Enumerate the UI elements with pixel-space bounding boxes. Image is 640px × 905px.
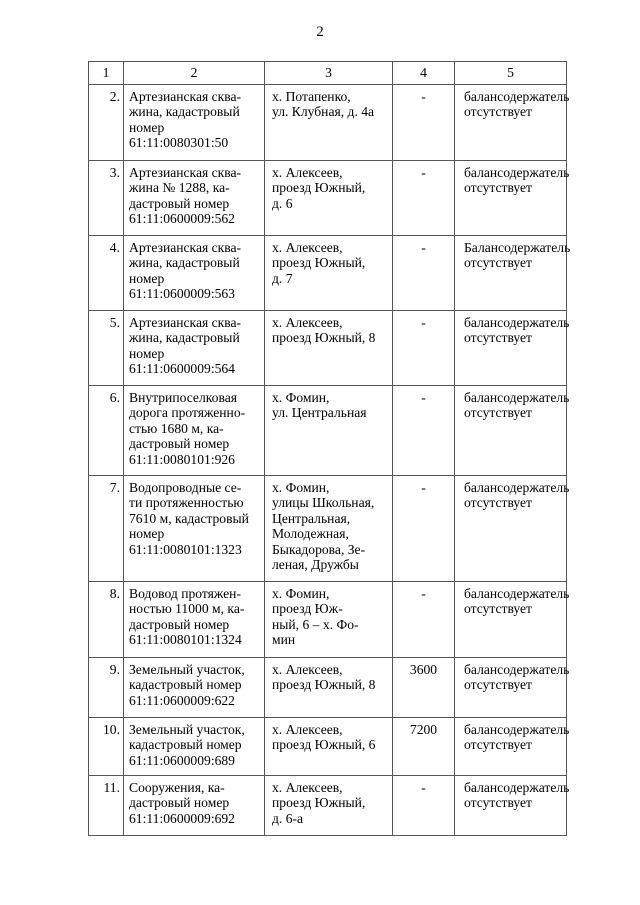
area-cell xyxy=(393,386,455,476)
address-cell-line: х. Алексеев, xyxy=(272,662,343,677)
object-name-cell-line: ностью 11000 м, ка- xyxy=(129,601,245,617)
object-name-cell-line: Водопроводные се- xyxy=(129,480,242,495)
column-header-3: 3 xyxy=(265,62,393,85)
area-cell xyxy=(393,476,455,582)
address-cell-line: ул. Клубная, д. 4а xyxy=(272,104,375,120)
object-name-cell-line: Земельный участок, xyxy=(129,722,245,737)
area-cell-line: - xyxy=(421,586,426,601)
holder-cell-line: отсутствует xyxy=(464,405,533,421)
holder-cell-line: отсутствует xyxy=(464,677,533,693)
object-name-cell-line: 61:11:0600009:562 xyxy=(129,211,235,227)
table-row xyxy=(89,776,567,836)
row-number-line: 3. xyxy=(109,165,120,180)
address-cell xyxy=(265,236,393,311)
row-number-line: 11. xyxy=(103,780,120,795)
object-name-cell-line: жина № 1288, ка- xyxy=(129,180,230,196)
address-cell-line: ул. Центральная xyxy=(272,405,367,421)
object-name-cell-line: 61:11:0600009:563 xyxy=(129,286,235,302)
row-number xyxy=(89,776,124,836)
holder-cell-line: Балансодержатель xyxy=(464,240,571,255)
area-cell-line: 3600 xyxy=(409,662,438,677)
row-number xyxy=(89,161,124,236)
row-number-line: 2. xyxy=(109,89,120,104)
holder-cell xyxy=(455,85,570,161)
address-cell-line: д. 7 xyxy=(272,270,293,286)
object-name-cell xyxy=(124,658,265,718)
area-cell xyxy=(393,311,455,386)
address-cell xyxy=(265,476,393,582)
object-name-cell-line: жина, кадастровый xyxy=(129,255,240,271)
object-name-cell-line: номер xyxy=(129,119,165,135)
holder-cell-line: отсутствует xyxy=(464,330,533,346)
object-name-cell xyxy=(124,161,265,236)
column-header-2: 2 xyxy=(124,62,265,85)
table-row xyxy=(89,718,567,776)
address-cell xyxy=(265,776,393,836)
area-cell-line: - xyxy=(421,240,426,255)
holder-cell-line: балансодержатель xyxy=(464,165,570,180)
holder-cell xyxy=(455,161,570,236)
holder-cell xyxy=(455,311,570,386)
address-cell-line: Молодежная, xyxy=(272,526,349,542)
holder-cell-line: отсутствует xyxy=(464,737,533,753)
table-row xyxy=(89,476,567,582)
row-number-line: 4. xyxy=(109,240,120,255)
row-number xyxy=(89,85,124,161)
address-cell-line: Центральная, xyxy=(272,510,351,526)
row-number xyxy=(89,476,124,582)
object-name-cell-line: дастровый номер xyxy=(129,795,230,811)
address-cell-line: х. Потапенко, xyxy=(272,89,351,104)
area-cell xyxy=(393,236,455,311)
holder-cell-line: балансодержатель xyxy=(464,89,570,104)
header-row xyxy=(89,62,567,85)
object-name-cell-line: Земельный участок, xyxy=(129,662,245,677)
area-cell-line: - xyxy=(421,315,426,330)
holder-cell-line: балансодержатель xyxy=(464,662,570,677)
object-name-cell-line: кадастровый номер xyxy=(129,737,242,753)
address-cell xyxy=(265,658,393,718)
table-row xyxy=(89,85,567,161)
row-number-line: 7. xyxy=(109,480,120,495)
column-header-5: 5 xyxy=(455,62,567,85)
address-cell-line: проезд Южный, xyxy=(272,255,366,271)
table-row xyxy=(89,236,567,311)
holder-cell xyxy=(455,582,570,658)
area-cell-line: 7200 xyxy=(409,722,438,737)
address-cell-line: проезд Южный, xyxy=(272,180,366,196)
holder-cell-line: балансодержатель xyxy=(464,586,570,601)
address-cell-line: х. Алексеев, xyxy=(272,722,343,737)
object-name-cell-line: дорога протяженно- xyxy=(129,405,246,421)
row-number xyxy=(89,582,124,658)
address-cell-line: х. Фомин, xyxy=(272,586,330,601)
address-cell-line: х. Алексеев, xyxy=(272,315,343,330)
holder-cell-line: отсутствует xyxy=(464,255,533,271)
holder-cell xyxy=(455,386,570,476)
row-number-line: 9. xyxy=(109,662,120,677)
row-number xyxy=(89,311,124,386)
row-number-line: 8. xyxy=(109,586,120,601)
address-cell xyxy=(265,582,393,658)
address-cell-line: проезд Южный, xyxy=(272,795,366,811)
holder-cell-line: отсутствует xyxy=(464,180,533,196)
object-name-cell-line: 61:11:0080301:50 xyxy=(129,135,229,151)
area-cell-line: - xyxy=(421,480,426,495)
object-name-cell-line: 61:11:0080101:1324 xyxy=(129,632,242,648)
holder-cell xyxy=(455,476,570,582)
holder-cell-line: отсутствует xyxy=(464,495,533,511)
object-name-cell-line: Сооружения, ка- xyxy=(129,780,225,795)
area-cell xyxy=(393,718,455,776)
address-cell-line: ный, 6 – х. Фо- xyxy=(272,616,359,632)
property-table xyxy=(88,61,571,836)
object-name-cell-line: номер xyxy=(129,526,165,542)
address-cell-line: улицы Школьная, xyxy=(272,495,375,511)
address-cell xyxy=(265,718,393,776)
object-name-cell-line: Артезианская сква- xyxy=(129,315,242,330)
object-name-cell-line: дастровый номер xyxy=(129,436,230,452)
page-number: 2 xyxy=(316,24,324,40)
holder-cell-line: балансодержатель xyxy=(464,315,570,330)
address-cell-line: д. 6-а xyxy=(272,810,304,826)
column-header-4: 4 xyxy=(393,62,455,85)
object-name-cell xyxy=(124,236,265,311)
table-row xyxy=(89,161,567,236)
row-number-line: 5. xyxy=(109,315,120,330)
object-name-cell-line: Артезианская сква- xyxy=(129,89,242,104)
object-name-cell xyxy=(124,476,265,582)
object-name-cell-line: дастровый номер xyxy=(129,195,230,211)
object-name-cell-line: Водовод протяжен- xyxy=(129,586,241,601)
object-name-cell-line: 61:11:0080101:1323 xyxy=(129,541,242,557)
area-cell xyxy=(393,161,455,236)
table-row xyxy=(89,386,567,476)
column-header-1: 1 xyxy=(89,62,124,85)
address-cell-line: х. Алексеев, xyxy=(272,165,343,180)
row-number-line: 10. xyxy=(103,722,120,737)
address-cell-line: проезд Южный, 8 xyxy=(272,330,376,346)
object-name-cell-line: ти протяженностью xyxy=(129,495,244,511)
holder-cell-line: балансодержатель xyxy=(464,722,570,737)
area-cell-line: - xyxy=(421,780,426,795)
object-name-cell-line: Артезианская сква- xyxy=(129,240,242,255)
address-cell-line: х. Алексеев, xyxy=(272,780,343,795)
row-number xyxy=(89,658,124,718)
area-cell xyxy=(393,582,455,658)
object-name-cell-line: 61:11:0600009:564 xyxy=(129,361,235,377)
holder-cell-line: отсутствует xyxy=(464,795,533,811)
object-name-cell xyxy=(124,311,265,386)
address-cell xyxy=(265,311,393,386)
object-name-cell-line: 61:11:0600009:692 xyxy=(129,810,235,826)
object-name-cell-line: 61:11:0600009:622 xyxy=(129,692,235,708)
address-cell-line: проезд Южный, 8 xyxy=(272,677,376,693)
address-cell-line: проезд Юж- xyxy=(272,601,343,617)
object-name-cell-line: жина, кадастровый xyxy=(129,330,240,346)
object-name-cell-line: 61:11:0600009:689 xyxy=(129,752,235,768)
holder-cell xyxy=(455,718,570,776)
holder-cell-line: отсутствует xyxy=(464,601,533,617)
object-name-cell xyxy=(124,776,265,836)
holder-cell xyxy=(455,236,571,311)
object-name-cell-line: кадастровый номер xyxy=(129,677,242,693)
address-cell xyxy=(265,85,393,161)
address-cell-line: мин xyxy=(272,632,296,648)
object-name-cell-line: 7610 м, кадастровый xyxy=(129,510,249,526)
area-cell xyxy=(393,85,455,161)
object-name-cell-line: 61:11:0080101:926 xyxy=(129,451,235,467)
object-name-cell xyxy=(124,718,265,776)
address-cell-line: леная, Дружбы xyxy=(272,557,359,573)
area-cell xyxy=(393,776,455,836)
object-name-cell-line: номер xyxy=(129,345,165,361)
table-row xyxy=(89,582,567,658)
table-row xyxy=(89,658,567,718)
holder-cell-line: балансодержатель xyxy=(464,480,570,495)
area-cell-line: - xyxy=(421,89,426,104)
object-name-cell-line: жина, кадастровый xyxy=(129,104,240,120)
holder-cell-line: балансодержатель xyxy=(464,390,570,405)
object-name-cell xyxy=(124,582,265,658)
holder-cell-line: отсутствует xyxy=(464,104,533,120)
address-cell-line: х. Алексеев, xyxy=(272,240,343,255)
row-number xyxy=(89,386,124,476)
row-number xyxy=(89,718,124,776)
holder-cell-line: балансодержатель xyxy=(464,780,570,795)
address-cell-line: проезд Южный, 6 xyxy=(272,737,376,753)
address-cell-line: х. Фомин, xyxy=(272,390,330,405)
row-number xyxy=(89,236,124,311)
holder-cell xyxy=(455,776,570,836)
object-name-cell xyxy=(124,386,265,476)
object-name-cell-line: Внутрипоселковая xyxy=(129,390,237,405)
row-number-line: 6. xyxy=(109,390,120,405)
object-name-cell-line: стью 1680 м, ка- xyxy=(129,420,224,436)
area-cell xyxy=(393,658,455,718)
address-cell-line: Быкадорова, Зе- xyxy=(272,541,366,557)
area-cell-line: - xyxy=(421,390,426,405)
address-cell xyxy=(265,386,393,476)
object-name-cell-line: Артезианская сква- xyxy=(129,165,242,180)
object-name-cell-line: дастровый номер xyxy=(129,616,230,632)
object-name-cell-line: номер xyxy=(129,270,165,286)
address-cell xyxy=(265,161,393,236)
object-name-cell xyxy=(124,85,265,161)
holder-cell xyxy=(455,658,570,718)
area-cell-line: - xyxy=(421,165,426,180)
table-row xyxy=(89,311,567,386)
address-cell-line: х. Фомин, xyxy=(272,480,330,495)
address-cell-line: д. 6 xyxy=(272,195,293,211)
